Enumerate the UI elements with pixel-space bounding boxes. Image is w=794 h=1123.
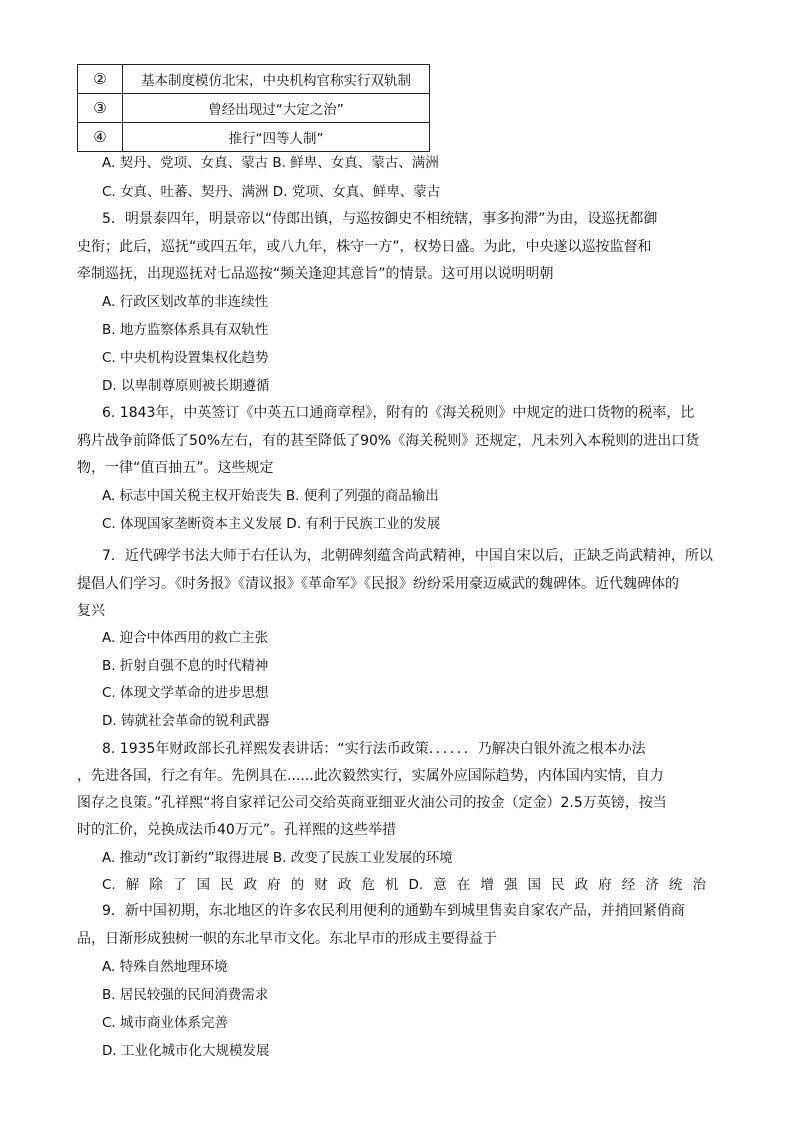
q7-choice-a: A. 迎合中体西用的救亡主张 [102,630,269,646]
q9-choice-d: D. 工业化城市化大规模发展 [102,1043,270,1059]
q8-stem-line-1: 8. 1935年财政部长孔祥熙发表讲话：“实行法币政策．．．．．．乃解决白银外流之根本办法 [102,741,646,757]
q6-choices-ab: A. 标志中国关税主权开始丧失 B. 便利了列强的商品输出 [102,488,439,504]
q5-choice-b: B. 地方监察体系具有双轨性 [102,322,269,338]
q8-cd-char: 统 [668,877,683,893]
q8-stem-line-3: 图存之良策。”孔祥熙“将自家祥记公司交给英商亚细亚火油公司的按金（定金）2.5万英镑，按当 [77,795,667,811]
q8-cd-char: 治 [692,877,706,893]
q8-stem-line-4: 时的汇价，兑换成法币40万元”。孔祥熙的这些举措 [77,822,397,838]
q5-choice-d: D. 以卑制尊原则被长期遵循 [102,378,270,394]
q8-cd-char: 的 [290,877,305,893]
q8-cd-char: 危 [361,877,375,893]
q7-stem-line-2: 提倡人们学习。《时务报》《清议报》《革命军》《民报》纷纷采用豪迈威武的魏碑体。近代魏碑体的 [77,576,679,592]
q8-cd-char: 机 [384,877,399,893]
row-text: 推行“四等人制” [123,123,430,152]
q9-choice-b: B. 居民较强的民间消费需求 [102,987,269,1003]
q4-choices-ab: A. 契丹、党项、女真、蒙古 B. 鲜卑、女真、蒙古、满洲 [102,155,439,171]
row-number: ③ [78,94,123,123]
q7-choice-c: C. 体现文学革命的进步思想 [102,685,269,701]
q8-cd-char: 意 [433,877,447,893]
q5-choice-c: C. 中央机构设置集权化趋势 [102,350,269,366]
q8-cd-char: 在 [456,877,471,893]
q4-choices-cd: C. 女真、吐蕃、契丹、满洲 D. 党项、女真、鲜卑、蒙古 [102,184,441,200]
q7-choice-d: D. 铸就社会革命的锐利武器 [102,713,270,729]
q8-cd-char: 政 [243,877,258,893]
row-text: 曾经出现过“大定之治” [123,94,430,123]
q6-stem-line-1: 6. 1843年，中英签订《中英五口通商章程》，附有的《海关税则》中规定的进口货物的税率，比 [102,405,695,421]
q8-cd-char: 政 [574,877,589,893]
q7-choice-b: B. 折射自强不息的时代精神 [102,658,269,674]
q8-cd-char: 增 [480,877,494,893]
q5-stem-line-2: 史衔；此后，巡抚“或四五年，或八九年，株守一方”，权势日盛。为此，中央遂以巡按监督和 [77,239,652,255]
q8-cd-char: 民 [220,877,234,893]
q6-choices-cd: C. 体现国家垄断资本主义发展 D. 有利于民族工业的发展 [102,516,441,532]
q5-stem-line-3: 牵制巡抚，出现巡抚对七品巡按“频关逢迎其意旨”的情景。这可用以说明明朝 [77,266,554,282]
table-row [78,65,430,94]
q8-cd-char: 强 [503,877,518,893]
q7-stem-line-3: 复兴 [77,603,105,619]
q5-stem-line-1: 5．明景泰四年，明景帝以“侍郎出镇，与巡按御史不相统辖，事多拘滞”为由，设巡抚都御 [102,211,658,227]
table-row [78,94,430,123]
q9-stem-line-1: 9．新中国初期，东北地区的许多农民利用便利的通勤车到城里售卖自家农产品，并捎回紧俏商 [102,903,685,919]
q8-cd-char: 财 [314,877,328,893]
row-number: ② [78,65,123,94]
q8-cd-char: 解 [125,877,140,893]
q8-cd-char: 除 [149,877,163,893]
q8-cd-char: 济 [645,877,659,893]
q8-cd-char: 政 [337,877,352,893]
q7-stem-line-1: 7．近代碑学书法大师于右任认为，北朝碑刻蕴含尚武精神，中国自宋以后，正缺乏尚武精神，所以 [102,548,713,564]
q6-stem-line-2: 鸦片战争前降低了50%左右，有的甚至降低了90%《海关税则》还规定，凡未列入本税则的进出口货 [77,433,700,449]
q5-choice-a: A. 行政区划改革的非连续性 [102,294,269,310]
row-text: 基本制度模仿北宋，中央机构官称实行双轨制 [123,65,430,94]
row-number: ④ [78,123,123,152]
q8-choices-cd [102,875,706,895]
options-table [77,64,430,152]
q8-cd-char: 国 [196,877,210,893]
q8-cd-char: 府 [267,877,281,893]
q8-cd-char: 经 [621,877,636,893]
q8-cd-char: 了 [172,877,187,893]
table-row [78,123,430,152]
q8-cd-char: D. [408,877,424,893]
q9-choice-a: A. 特殊自然地理环境 [102,959,228,975]
q8-cd-char: 府 [598,877,612,893]
q8-stem-line-2: ，先进各国，行之有年。先例具在......此次毅然实行，实属外应国际趋势，内体国内实情，自力 [77,768,664,784]
q8-choices-ab: A. 推动“改订新约”取得进展 B. 改变了民族工业发展的环境 [102,850,453,866]
q8-cd-char: 国 [527,877,542,893]
q9-stem-line-2: 品，日渐形成独树一帜的东北早市文化。东北早市的形成主要得益于 [77,931,497,947]
q8-cd-char: 民 [551,877,565,893]
q8-cd-char: C. [102,877,116,893]
q9-choice-c: C. 城市商业体系完善 [102,1015,229,1031]
q6-stem-line-3: 物，一律“值百抽五”。这些规定 [77,460,274,476]
